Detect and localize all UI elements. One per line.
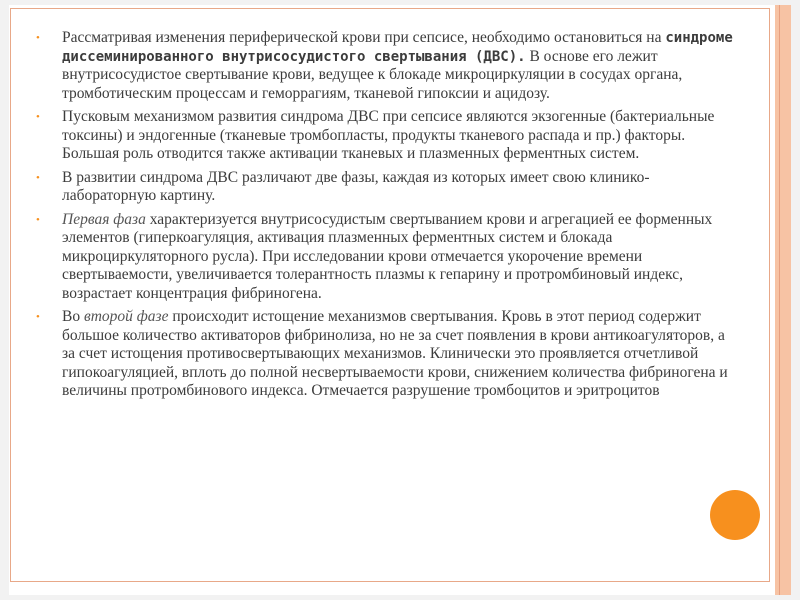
decorative-side-bar	[775, 5, 791, 595]
paragraph-text: Во	[62, 308, 84, 325]
bullet-icon: •	[36, 311, 40, 323]
paragraph-italic-term: Первая фаза	[62, 210, 146, 228]
paragraph-dic-intro	[36, 29, 736, 103]
paragraph-first-phase	[36, 211, 736, 304]
bullet-icon: •	[36, 111, 40, 123]
paragraph-text: Рассматривая изменения периферической крови при сепсисе, необходимо остановиться на	[62, 29, 666, 46]
paragraph-trigger-mechanism	[36, 108, 736, 164]
paragraph-text: В основе его лежит внутрисосудистое свертывание крови, ведущее к блокаде микроциркуляции в сосудах органа, тромботическим процессам и геморрагиям, тканевой гипоксии и ацидозу.	[62, 47, 683, 102]
decorative-side-line	[779, 5, 780, 595]
paragraph-text: Пусковым механизмом развития синдрома ДВС при сепсисе являются экзогенные (бактериальные токсины) и эндогенные (тканевые тромбопласты, продукты тканевого распада и пр.) факторы. Большая роль отводится также активации тканевых и плазменных ферментных систем.	[62, 108, 715, 162]
paragraph-text: характеризуется внутрисосудистым свертыванием крови и агрегацией ее форменных элементов (гиперкоагуляция, активация плазменных ферментных систем и блокада микроциркуляторного русла). При исследовании крови отмечается укорочение времени свертываемости, увеличивается толерантность плазмы к гепарину и протромбиновый индекс, возрастает концентрация фибриногена.	[62, 210, 713, 302]
bullet-icon: •	[36, 171, 40, 184]
bullet-icon: •	[36, 213, 40, 226]
bullet-icon: •	[36, 32, 40, 44]
paragraph-text: происходит истощение механизмов свертывания. Кровь в этот период содержит большое количество активаторов фибринолиза, но не за счет появления в крови антикоагуляторов, а за счет истощения противосвертывающих механизмов. Клинически это проявляется отчетливой гипокоагуляцией, вплоть до полной несвертываемости крови, снижением количества фибриногена и величины протромбинового индекса. Отмечается разрушение тромбоцитов и эритроцитов	[62, 308, 728, 399]
paragraph-second-phase	[36, 308, 736, 401]
decorative-orange-circle	[710, 490, 760, 540]
paragraph-two-phases	[36, 169, 736, 206]
paragraph-bold-term: синдроме диссеминированного внутрисосудистого свертывания (ДВС).	[62, 30, 733, 65]
paragraph-text: В развитии синдрома ДВС различают две фазы, каждая из которых имеет свою клинико-лабораторную картину.	[62, 168, 650, 204]
paragraph-italic-term: второй фазе	[83, 308, 169, 325]
slide-body	[36, 29, 736, 406]
